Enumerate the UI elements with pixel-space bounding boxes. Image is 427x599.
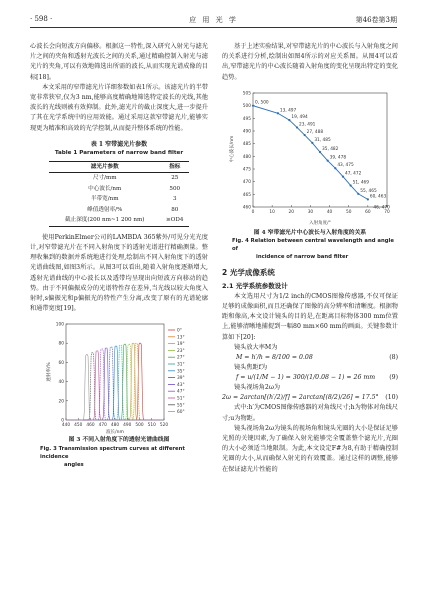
- x-tick-label: 10: [269, 209, 275, 215]
- x-tick-label: 70: [384, 209, 390, 215]
- filter-params-table: [49, 161, 189, 227]
- data-point: [277, 112, 279, 114]
- table-cell: 尺寸/mm: [92, 175, 117, 182]
- figure-caption-zh: 图 3 不同入射角度下的透射光谱曲线图: [68, 437, 170, 444]
- y-tick-label: 500: [242, 103, 251, 109]
- series-line: [66, 353, 164, 420]
- data-point: [319, 151, 321, 153]
- figure-4-caption: [222, 229, 398, 262]
- table-cell: 截止深度(200 nm~1 200 nm): [65, 217, 145, 224]
- table-cell: 中心波长/nm: [88, 185, 122, 192]
- data-point: [334, 167, 336, 169]
- data-label: 43, 475: [337, 163, 354, 169]
- table-header-cell: 指标: [169, 163, 181, 170]
- series-line: [66, 349, 164, 420]
- y-axis-label: 中心波长/nm: [230, 135, 235, 163]
- x-tick-label: 510: [147, 423, 156, 429]
- table-header-cell: 滤光片参数: [90, 163, 119, 170]
- y-tick-label: 20: [58, 399, 64, 405]
- series-line: [66, 351, 164, 420]
- data-point: [304, 134, 306, 136]
- legend-label: 31°: [177, 362, 185, 368]
- figure-3-caption: [30, 436, 208, 469]
- table-row: [49, 194, 189, 205]
- data-label: 19, 494: [291, 114, 308, 120]
- equation-label: 镜头放大率M为: [234, 343, 278, 351]
- table-cell: ≥OD4: [166, 217, 184, 224]
- series-line: [66, 345, 164, 421]
- legend-label: 23°: [177, 349, 185, 355]
- volume-issue: 第46卷第3期: [355, 16, 397, 24]
- x-tick-label: 20: [288, 209, 295, 215]
- legend-label: 47°: [177, 390, 185, 396]
- data-point: [296, 126, 298, 128]
- section-heading: 2 光学成像系统: [222, 268, 275, 278]
- legend-label: 51°: [177, 396, 185, 402]
- subsection-heading: 2.1 光学系统参数设计: [222, 281, 288, 290]
- paragraph: 镜头视场角2ω为镜头的视场角和镜头光圈的大小是保证足够光照的关键因素,为了确保入射光能够完全覆盖整个滤光片,光圈的大小必须适当地限制。为此,本文设定F#为8,有助于精确控制光圈的大小,从而确保入射光的有效覆盖。通过这样的调整,能够在保证滤光片性能的: [222, 424, 398, 473]
- table-caption-zh: 表 1 窄带滤光片参数: [90, 140, 148, 148]
- series-line: [66, 355, 164, 420]
- x-tick-label: 0: [251, 209, 255, 215]
- table-cell: 3: [172, 196, 177, 203]
- series-line: [66, 344, 164, 421]
- data-label: 27, 488: [306, 129, 324, 135]
- y-tick-label: 505: [242, 91, 251, 97]
- data-label: 35, 482: [322, 146, 339, 152]
- data-label: 0, 500: [255, 100, 269, 106]
- y-tick-label: 485: [242, 141, 251, 147]
- data-label: 46, 470: [373, 205, 390, 211]
- data-label: 23, 491: [299, 122, 316, 128]
- paragraph: 本文选用尺寸为1/2 inch的CMOS图像传感器,不仅可保证足够的成像面积,而且还确保了图像的高分辨率和清晰度。根据物距和像高,本文设计镜头的目的是,在距离目标物体300 mm位置上,能够清晰地捕捉到一幅80 mm×60 mm的画面。关键参数计算如下[20]:: [222, 292, 398, 341]
- figure-caption-en: Fig. 3 Transmission spectrum curves at different incidence: [40, 446, 185, 461]
- equation-body: 2ω = 2arctan[(h′/2)/f] = 2arctan[(8/2)/26] ≈ 17.5°: [222, 394, 379, 402]
- x-tick-label: 30: [307, 209, 314, 215]
- table-row: [49, 184, 189, 195]
- wavelength-angle-chart: [225, 87, 395, 227]
- table-cell: 半带宽/nm: [90, 196, 119, 203]
- y-tick-label: 465: [242, 192, 251, 198]
- data-label: 13, 497: [279, 108, 297, 114]
- legend-label: 27°: [177, 356, 185, 362]
- data-label: 39, 478: [329, 155, 347, 161]
- y-tick-label: 470: [242, 179, 251, 185]
- paragraph: 基于上述实验结果,对窄带滤光片的中心波长与入射角度之间的关系进行分析,绘制出如图4所示的对应关系图。从图4可以看出,窄带滤光片的中心波长随着入射角度的变化呈现出特定的变化趋势。: [222, 43, 398, 81]
- equation-body: f = u/(1/M − 1) = 300/(1/0.08 − 1) ≈ 26 mm: [236, 374, 376, 382]
- series-line: [66, 345, 164, 421]
- y-tick-label: 460: [242, 205, 251, 211]
- y-tick-label: 475: [242, 167, 251, 173]
- series-line: [66, 347, 164, 421]
- data-point: [288, 119, 290, 121]
- figure-caption-en: Fig. 4 Relation between central wavelength and angle of: [232, 238, 394, 253]
- data-label: 55, 465: [360, 188, 377, 194]
- paragraph: 式中:h′为CMOS图像传感器的对角线尺寸;h为物体对角线尺寸;u为物距。: [222, 404, 398, 422]
- plot-frame: [66, 324, 164, 420]
- data-point: [367, 198, 369, 200]
- data-point: [350, 184, 352, 186]
- figure-3: [44, 318, 194, 436]
- data-point: [252, 104, 254, 106]
- legend-label: 0°: [177, 328, 182, 334]
- figure-caption-en-cont: incidence of narrow band filter: [256, 254, 349, 261]
- legend-label: 55°: [177, 403, 185, 409]
- y-tick-label: 80: [58, 342, 64, 348]
- paragraph: 使用PerkinElmer公司的LAMBDA 365紫外/可见分光光度计,对窄带滤光片在不同入射角度下的透射光谱进行精确测量。整理收集到的数据并系统地进行处理,绘制出不同入射角度下的透射光谱曲线图,如图3所示。从图3可以看出,随着入射角度逐渐增大,透射光谱曲线的中心波长以及透带均呈现出向短波方向移动的趋势。由于不同偏振成分的光谱特性存在差异,当光线以较大角度入射时,s偏振光和p偏振光的特性产生分离,改变了原有的光谱轮廓和通带宽度[19]。: [30, 233, 208, 313]
- data-label: 51, 469: [352, 180, 370, 186]
- legend-label: 43°: [177, 383, 185, 389]
- table-caption: [30, 140, 208, 158]
- x-axis-label: 入射角度/°: [309, 220, 331, 226]
- data-label: 47, 472: [344, 171, 362, 177]
- table-cell: 峰值透射率/%: [87, 206, 123, 213]
- equation-number: (10): [385, 394, 398, 402]
- series-line: [66, 344, 164, 421]
- y-tick-label: 0: [61, 418, 64, 424]
- data-point: [357, 193, 359, 195]
- table-row: [49, 173, 189, 184]
- y-tick-label: 60: [58, 361, 64, 367]
- table-row: [49, 205, 189, 216]
- x-tick-label: 500: [135, 423, 144, 429]
- paragraph: 本文采用的窄带滤光片详细参数如表1所示。该滤光片的半带宽非常狭窄,仅为3 nm,能够高度精确地筛选特定波长的光线,其他波长的光线则被有效抑制。此外,滤光片的截止深度大,进一步提升了其在光学系统中的应用效能。通过采用这款窄带滤光片,能够实现更为精准和高效的光学控制,从而提升整体系统的性能。: [30, 83, 208, 132]
- paragraph: 心波长会向短波方向偏移。根据这一特性,深入研究入射光与滤光片之间的夹角和透射光波长之间的关系,通过精确控制入射光与滤光片的夹角,可以有效地筛选出所需的波长,从而实现光谱成像的目标[18]。: [30, 43, 208, 81]
- x-tick-label: 460: [86, 423, 95, 429]
- table-caption-en: Table 1 Parameters of narrow band filter: [54, 149, 184, 156]
- y-tick-label: 490: [242, 129, 251, 135]
- x-tick-label: 470: [98, 423, 107, 429]
- data-label: 31, 485: [314, 137, 331, 143]
- y-tick-label: 40: [58, 380, 64, 386]
- x-tick-label: 60: [365, 209, 371, 215]
- table-cell: 80: [171, 206, 179, 213]
- table-cell: 25: [171, 175, 179, 182]
- x-tick-label: 480: [110, 423, 120, 429]
- x-tick-label: 440: [61, 423, 71, 429]
- series-line: [66, 346, 164, 421]
- transmission-spectrum-chart: [44, 318, 194, 436]
- x-tick-label: 520: [159, 423, 169, 429]
- equation-body: M = h′/h = 8/100 = 0.08: [236, 354, 313, 362]
- legend-label: 39°: [177, 376, 185, 382]
- x-tick-label: 40: [326, 209, 333, 215]
- legend-label: 19°: [177, 342, 185, 348]
- y-tick-label: 100: [55, 322, 64, 328]
- x-axis-label: 波长/nm: [106, 430, 124, 436]
- legend-label: 35°: [177, 369, 185, 375]
- right-column: [222, 42, 398, 475]
- table-row: [49, 215, 189, 226]
- equation-10: [222, 393, 398, 403]
- x-tick-label: 450: [74, 423, 83, 429]
- equation-number: (9): [389, 374, 398, 382]
- left-column: [30, 42, 208, 469]
- y-axis-label: 透射率/%: [47, 362, 52, 383]
- journal-name: 应 用 光 学: [189, 16, 238, 24]
- x-tick-label: 490: [123, 423, 132, 429]
- y-tick-label: 480: [242, 154, 251, 160]
- equation-9: [222, 373, 398, 383]
- table-header-row: [49, 161, 189, 173]
- data-point: [311, 142, 313, 144]
- series-line: [66, 347, 164, 420]
- data-point: [342, 175, 344, 177]
- data-point: [327, 159, 329, 161]
- figure-caption-en-cont: angles: [64, 462, 84, 469]
- x-tick-label: 50: [345, 209, 352, 215]
- data-label: 60, 463: [369, 194, 387, 200]
- page-number: · 598 ·: [30, 15, 53, 23]
- equation-label: 镜头视场角2ω为: [234, 384, 281, 392]
- equation-8: [222, 353, 398, 363]
- legend-label: 60°: [177, 410, 185, 416]
- legend-label: 13°: [177, 335, 185, 341]
- equation-number: (8): [389, 354, 398, 362]
- series-line: [66, 344, 164, 421]
- figure-4: [225, 87, 395, 227]
- figure-caption-zh: 图 4 窄带滤光片中心波长与入射角度的关系: [253, 229, 367, 236]
- equation-label: 镜头焦距f为: [234, 364, 268, 372]
- series-line: [66, 348, 164, 420]
- y-tick-label: 495: [242, 116, 251, 122]
- table-cell: 500: [169, 185, 181, 192]
- header-rule: [30, 27, 397, 28]
